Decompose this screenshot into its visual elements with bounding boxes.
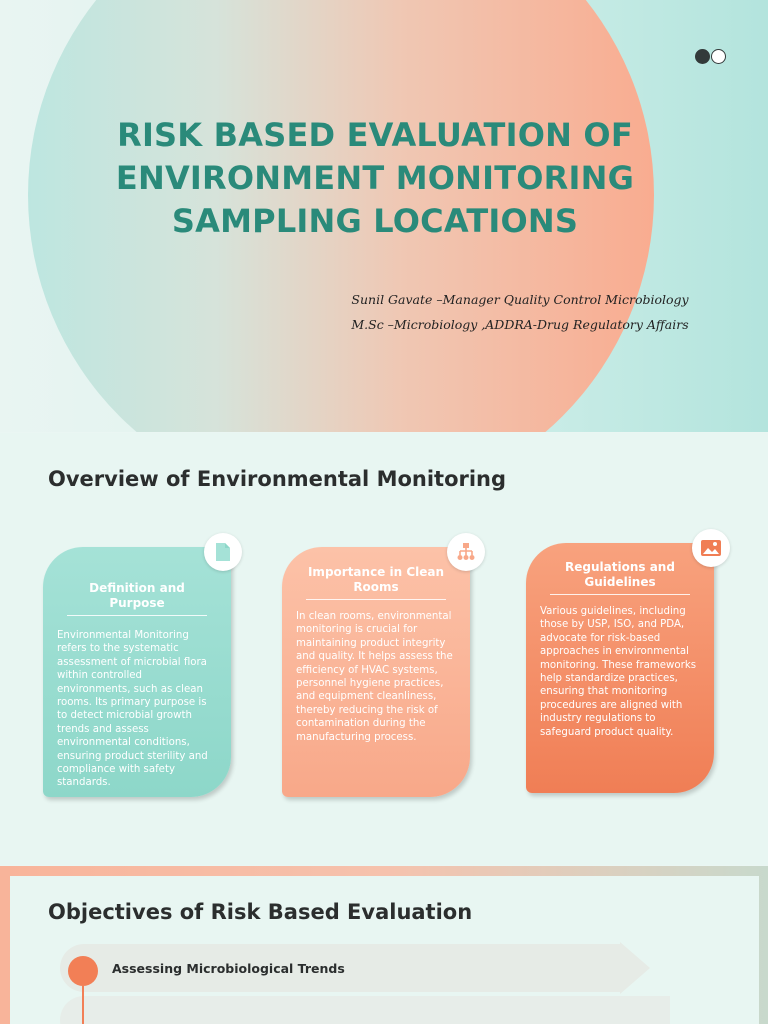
card-title: Regulations and Guidelines [550, 560, 690, 595]
author-qualifications: M.Sc –Microbiology ,ADDRA-Drug Regulatory Affairs [351, 317, 689, 332]
objectives-panel [10, 876, 759, 1024]
objective-label: Assessing Microbiological Trends [112, 961, 345, 976]
arrow-head-icon [620, 942, 650, 994]
objectives-slide [0, 866, 768, 1024]
objective-arrow-2 [60, 996, 670, 1024]
author-name-role: Sunil Gavate –Manager Quality Control Microbiology [351, 292, 689, 307]
overview-slide [0, 433, 768, 865]
document-icon [204, 533, 242, 571]
card-body: Various guidelines, including those by USP, ISO, and PDA, advocate for risk-based approaches in environmental monitoring. These frameworks help standardize practices, ensuring that monitoring procedures are aligned with industry regulations to safeguard product quality. [540, 606, 697, 738]
title-line-1: RISK BASED EVALUATION OF [117, 116, 633, 154]
objectives-heading: Objectives of Risk Based Evaluation [48, 900, 473, 924]
card-definition-purpose [43, 547, 231, 797]
title-line-3: SAMPLING LOCATIONS [171, 202, 579, 240]
card-body: Environmental Monitoring refers to the systematic assessment of microbial flora within controlled environments, such as clean rooms. Its primary purpose is to detect microbial growth trends and assess environmental conditions, ensuring product sterility and compliance with safety standards. [57, 630, 208, 789]
title-line-2: ENVIRONMENT MONITORING [115, 159, 635, 197]
pager-dot-active[interactable] [695, 49, 710, 64]
timeline-connector [82, 986, 84, 1024]
hierarchy-icon [447, 533, 485, 571]
objective-bullet-icon [68, 956, 98, 986]
card-title: Importance in Clean Rooms [306, 565, 446, 600]
slide-pager[interactable] [695, 49, 726, 64]
title-slide [0, 0, 768, 432]
presentation-title [60, 114, 690, 243]
card-importance-clean-rooms [282, 547, 470, 797]
card-body: In clean rooms, environmental monitoring is crucial for maintaining product integrity and quality. It helps assess the efficiency of HVAC systems, personnel hygiene practices, and equipment cleanliness, thereby reducing the risk of contamination during the manufacturing process. [296, 611, 453, 743]
card-title: Definition and Purpose [67, 581, 207, 616]
overview-heading: Overview of Environmental Monitoring [48, 467, 507, 491]
card-regulations-guidelines [526, 543, 714, 793]
image-icon [692, 529, 730, 567]
pager-dot-inactive[interactable] [711, 49, 726, 64]
